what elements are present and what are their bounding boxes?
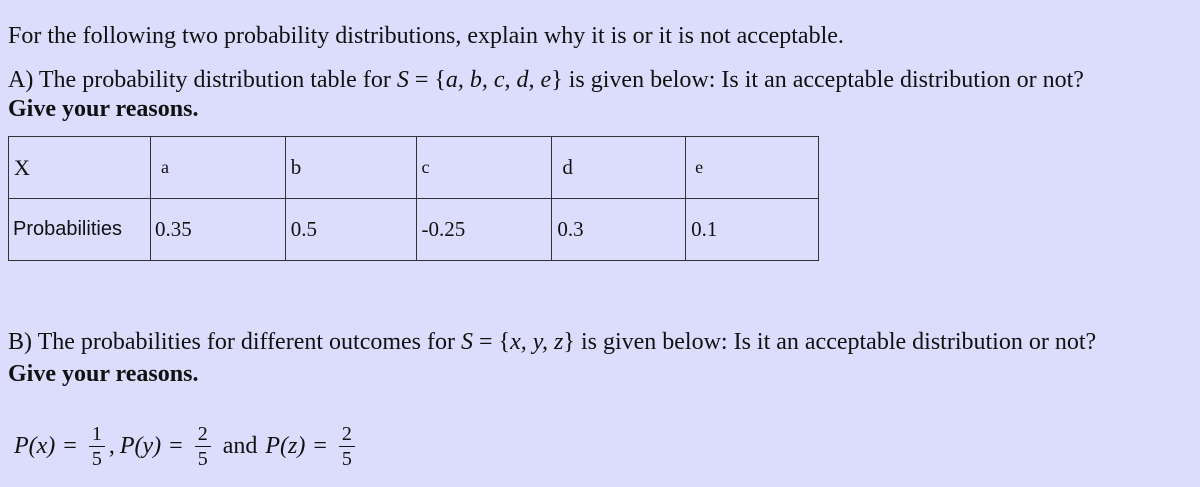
intro-text xyxy=(8,22,844,50)
table-cell-prob-d: 0.3 xyxy=(552,199,686,261)
part-a-set-elements: a, b, c, d, e xyxy=(445,67,552,93)
table-cell-prob-c: -0.25 xyxy=(416,199,552,261)
part-b-set-variable: S xyxy=(461,329,473,355)
table-cell-prob-b: 0.5 xyxy=(285,199,416,261)
part-a-question xyxy=(8,66,1084,94)
formula-pz-label: P(z) xyxy=(265,432,306,459)
part-a-prefix: A) The probability distribution table for xyxy=(8,67,397,93)
formula-equals-2: = xyxy=(169,432,183,459)
table-row-outcomes xyxy=(9,137,819,199)
formula-py-numerator: 2 xyxy=(195,422,211,447)
table-cell-prob-a: 0.35 xyxy=(150,199,285,261)
intro-sentence: For the following two probability distributions, explain why it is or it is not acceptable. xyxy=(8,23,844,49)
part-b-reasons-text: Give your reasons. xyxy=(8,361,199,387)
table-cell-outcome-b: b xyxy=(285,137,416,199)
formula-and-word: and xyxy=(222,432,258,459)
table-row-probabilities xyxy=(9,199,819,261)
formula-equals-1: = xyxy=(63,432,77,459)
part-a-set-open: { xyxy=(434,67,446,93)
formula-px-label: P(x) xyxy=(14,432,56,459)
formula-px-denominator: 5 xyxy=(91,447,102,470)
table-cell-outcome-c: c xyxy=(416,137,552,199)
formula-px-numerator: 1 xyxy=(89,422,105,447)
part-b-question xyxy=(8,328,1096,356)
part-a-reasons-text: Give your reasons. xyxy=(8,96,199,122)
formula-py-label: P(y) xyxy=(119,432,162,459)
formula-pz-numerator: 2 xyxy=(339,422,355,447)
part-a-set-close: } xyxy=(551,67,563,93)
part-b-set-close: } xyxy=(563,329,575,355)
part-b-equals: = xyxy=(473,329,499,355)
table-cell-outcome-a: a xyxy=(150,137,285,199)
part-a-suffix: is given below: Is it an acceptable distribution or not? xyxy=(562,67,1084,93)
formula-fraction-px xyxy=(89,422,105,471)
part-b-reasons xyxy=(8,360,198,388)
part-b-prefix: B) The probabilities for different outcomes for xyxy=(8,329,461,355)
probability-formula xyxy=(14,411,359,481)
table-cell-outcome-d: d xyxy=(552,137,686,199)
formula-comma: , xyxy=(108,432,115,459)
formula-py-denominator: 5 xyxy=(197,447,208,470)
table-header-probabilities: Probabilities xyxy=(9,199,151,261)
formula-fraction-py xyxy=(195,422,211,471)
part-b-set-elements: x, y, z xyxy=(510,329,564,355)
formula-pz-denominator: 5 xyxy=(341,447,352,470)
formula-equals-3: = xyxy=(313,432,327,459)
part-a-equals: = xyxy=(408,67,435,93)
formula-fraction-pz xyxy=(339,422,355,471)
part-b-suffix: is given below: Is it an acceptable distribution or not? xyxy=(574,329,1097,355)
part-a-reasons xyxy=(8,95,198,123)
probability-table xyxy=(8,136,819,261)
table-cell-outcome-e: e xyxy=(686,137,819,199)
part-b-set-open: { xyxy=(498,329,511,355)
table-header-x: X xyxy=(9,137,151,199)
part-a-set-variable: S xyxy=(396,67,409,93)
table-cell-prob-e: 0.1 xyxy=(686,199,819,261)
